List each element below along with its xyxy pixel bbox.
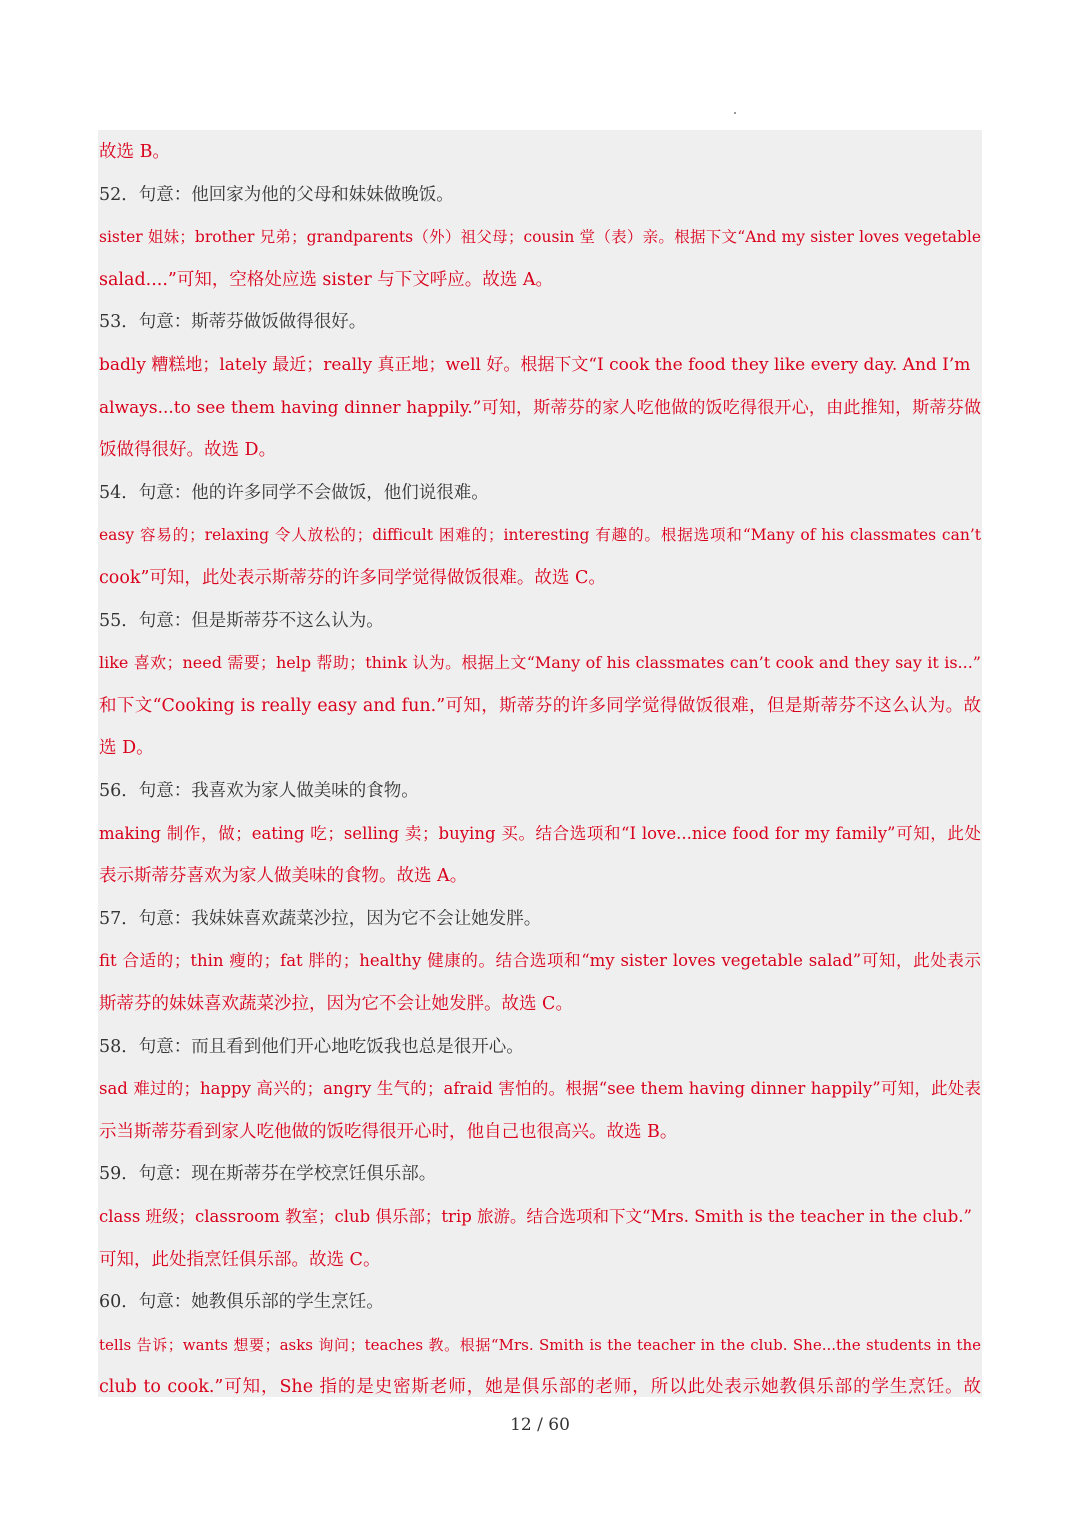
question-line: 55．句意：但是斯蒂芬不这么认为。	[99, 610, 384, 631]
explanation-line: 饭做得很好。故选 D。	[99, 440, 277, 461]
explanation-line: 可知，此处指烹饪俱乐部。故选 C。	[99, 1249, 381, 1270]
explanation-line: always...to see them having dinner happily.”可知，斯蒂芬的家人吃他做的饭吃得很开心，由此推知，斯蒂芬做	[99, 397, 981, 418]
page-number: 12 / 60	[510, 1415, 570, 1435]
explanation-line: making 制作，做；eating 吃；selling 卖；buying 买。结合选项和“I love...nice food for my family”可知，此处	[99, 823, 981, 843]
explanation-line: 表示斯蒂芬喜欢为家人做美味的食物。故选 A。	[99, 866, 468, 887]
question-line: 53．句意：斯蒂芬做饭做得很好。	[99, 312, 367, 333]
explanation-line: 选 D。	[99, 738, 154, 759]
explanation-line: sister 姐妹；brother 兄弟；grandparents（外）祖父母；cousin 堂（表）亲。根据下文“And my sister loves vegetable	[99, 228, 981, 247]
explanation-line: badly 糟糕地；lately 最近；really 真正地；well 好。根据下文“I cook the food they like every day. And I’m	[99, 355, 971, 375]
explanation-line: cook”可知，此处表示斯蒂芬的许多同学觉得做饭很难。故选 C。	[99, 568, 606, 588]
question-line: 54．句意：他的许多同学不会做饭，他们说很难。	[99, 482, 489, 503]
explanation-line: class 班级；classroom 教室；club 俱乐部；trip 旅游。结合选项和下文“Mrs. Smith is the teacher in the club.”	[99, 1207, 972, 1226]
question-line: 52．句意：他回家为他的父母和妹妹做晚饭。	[99, 184, 454, 205]
explanation-line: fit 合适的；thin 瘦的；fat 胖的；healthy 健康的。结合选项和“my sister loves vegetable salad”可知，此处表示	[99, 951, 981, 971]
explanation-line: 故选 B。	[99, 142, 170, 162]
explanation-line: 示当斯蒂芬看到家人吃他做的饭吃得很开心时，他自己也很高兴。故选 B。	[99, 1121, 678, 1142]
answer-explanation-area	[98, 130, 982, 1397]
explanation-line: easy 容易的；relaxing 令人放松的；difficult 困难的；interesting 有趣的。根据选项和“Many of his classmates can’t	[99, 526, 981, 545]
question-line: 58．句意：而且看到他们开心地吃饭我也总是很开心。	[99, 1036, 524, 1057]
explanation-line: club to cook.”可知，She 指的是史密斯老师，她是俱乐部的老师，所以此处表示她教俱乐部的学生烹饪。故	[99, 1377, 981, 1397]
question-line: 57．句意：我妹妹喜欢蔬菜沙拉，因为它不会让她发胖。	[99, 908, 542, 929]
explanation-line: like 喜欢；need 需要；help 帮助；think 认为。根据上文“Many of his classmates can’t cook and they say it is...”	[99, 653, 981, 673]
explanation-line: 和下文“Cooking is really easy and fun.”可知，斯蒂芬的许多同学觉得做饭很难，但是斯蒂芬不这么认为。故	[99, 695, 981, 716]
explanation-line: salad....”可知，空格处应选 sister 与下文呼应。故选 A。	[99, 269, 553, 290]
explanation-line: tells 告诉；wants 想要；asks 询问；teaches 教。根据“Mrs. Smith is the teacher in the club. She...the students in the	[99, 1335, 981, 1354]
header-mark	[734, 112, 736, 114]
explanation-line: 斯蒂芬的妹妹喜欢蔬菜沙拉，因为它不会让她发胖。故选 C。	[99, 994, 573, 1014]
explanation-line: sad 难过的；happy 高兴的；angry 生气的；afraid 害怕的。根据“see them having dinner happily”可知，此处表	[99, 1079, 981, 1099]
question-line: 60．句意：她教俱乐部的学生烹饪。	[99, 1292, 384, 1313]
question-line: 59．句意：现在斯蒂芬在学校烹饪俱乐部。	[99, 1164, 437, 1185]
question-line: 56．句意：我喜欢为家人做美味的食物。	[99, 781, 419, 801]
